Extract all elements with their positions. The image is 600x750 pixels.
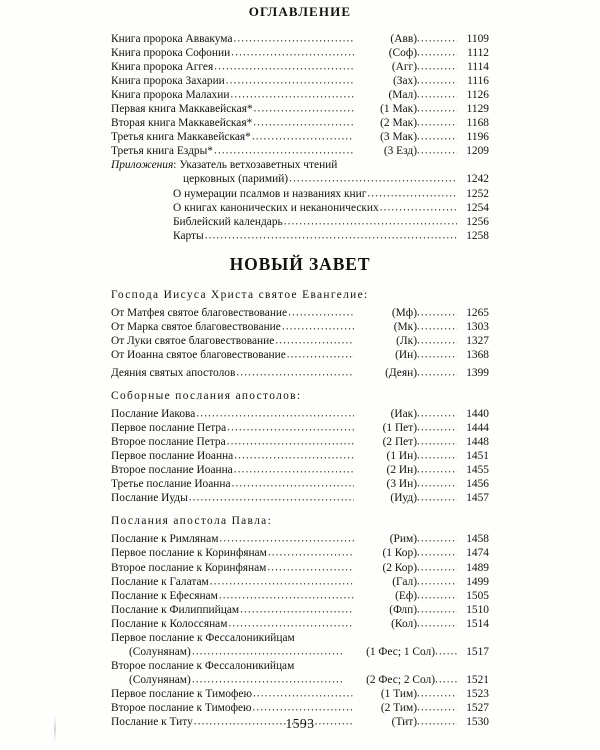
- dot-leader: [196, 407, 354, 421]
- toc-entry-abbreviation: (Зах): [392, 75, 417, 88]
- toc-entry-title: Послание к Титу: [111, 716, 193, 729]
- dot-leader: [284, 214, 457, 228]
- dot-leader: [205, 228, 457, 242]
- toc-entry-abbreviation: (Мф): [391, 306, 417, 319]
- dot-leader-secondary: [417, 305, 457, 319]
- toc-entry-abbreviation: (2 Мак): [380, 117, 417, 130]
- toc-entry-page-number: 1112: [467, 47, 489, 60]
- toc-entry-title: Третье послание Иоанна: [111, 478, 231, 491]
- toc-entry-title: Первое послание к Коринфянам: [111, 547, 267, 560]
- toc-entry-title: Книга пророка Аггея: [111, 61, 214, 74]
- dot-leader: [253, 116, 354, 130]
- dot-leader: [367, 186, 457, 200]
- dot-leader: [232, 477, 354, 491]
- toc-entry-title: Книга пророка Аввакума: [111, 33, 233, 45]
- dot-leader-secondary: [417, 60, 457, 74]
- toc-entry-abbreviation: (Лк): [396, 334, 417, 347]
- toc-entry-abbreviation: (Мк): [393, 320, 417, 333]
- toc-entry-page-number: 1126: [466, 89, 489, 102]
- toc-entry-page-number: 1474: [466, 547, 489, 560]
- toc-entry-abbreviation: (1 Тим): [380, 687, 417, 700]
- dot-leader: [210, 574, 354, 588]
- toc-entry-row[interactable]: [111, 229, 489, 243]
- dot-leader-secondary: [417, 32, 457, 46]
- toc-entry-title: От Матфея святое благовествование: [111, 306, 288, 319]
- toc-entry-title: Книга пророка Малахии: [111, 89, 230, 102]
- dot-leader-secondary: [417, 74, 457, 88]
- toc-entry-title: О книгах канонических и неканонических: [173, 201, 379, 214]
- toc-entry-title: Послание к Римлянам: [111, 533, 219, 546]
- toc-entry-page-number: 1489: [466, 561, 489, 574]
- toc-entry-row[interactable]: [111, 60, 489, 74]
- dot-leader: [214, 144, 354, 158]
- dot-leader: [253, 686, 354, 700]
- dot-leader: [219, 588, 354, 602]
- toc-entry-page-number: 1109: [466, 33, 489, 45]
- toc-entry-title: От Марка святое благовествование: [111, 320, 281, 333]
- dot-leader: [282, 319, 354, 333]
- toc-entry-row[interactable]: [111, 631, 489, 645]
- toc-entry-page-number: 1440: [466, 408, 489, 421]
- dot-leader: [192, 644, 342, 658]
- dot-leader: [240, 602, 354, 616]
- toc-entry-row[interactable]: [111, 215, 489, 229]
- dot-leader-secondary: [417, 560, 457, 574]
- toc-entry-page-number: 1530: [466, 716, 489, 729]
- dot-leader-secondary: [435, 672, 457, 686]
- dot-leader: [228, 616, 354, 630]
- toc-entry-row[interactable]: [111, 659, 489, 673]
- toc-entry-page-number: 1258: [466, 229, 489, 242]
- toc-entry-title: Второе послание Петра: [111, 436, 226, 449]
- catholic-epistles-entry-list: [111, 407, 489, 505]
- toc-entry-row[interactable]: [111, 435, 489, 449]
- toc-entry-title: Библейский календарь: [173, 215, 283, 228]
- dot-leader-secondary: [417, 116, 457, 130]
- toc-entry-page-number: 1209: [466, 145, 489, 158]
- toc-entry-row[interactable]: [111, 74, 489, 88]
- toc-entry-page-number: 1499: [466, 575, 489, 588]
- toc-entry-abbreviation: (Деян): [385, 366, 417, 379]
- toc-entry-title: Первое послание Петра: [111, 422, 227, 435]
- toc-entry-row[interactable]: [111, 463, 489, 477]
- dot-leader-secondary: [417, 532, 457, 546]
- toc-entry-row[interactable]: [111, 421, 489, 435]
- pauline-two-line-entry-list: [111, 631, 489, 687]
- toc-entry-page-number: 1505: [466, 589, 489, 602]
- dot-leader-secondary: [417, 700, 457, 714]
- toc-entry-abbreviation: (Флп): [389, 603, 417, 616]
- toc-entry-title: Первое послание к Фессалоникийцам: [111, 631, 295, 644]
- toc-entry-row[interactable]: [111, 561, 489, 575]
- dot-leader-secondary: [417, 144, 457, 158]
- dot-leader: [268, 546, 354, 560]
- toc-entry-abbreviation: (2 Ин): [386, 464, 417, 477]
- dot-leader: [219, 532, 354, 546]
- toc-entry-page-number: 1457: [466, 492, 489, 505]
- page-title: ОГЛАВЛЕНИЕ: [248, 4, 352, 19]
- toc-entry-title: Книга пророка Захарии: [111, 75, 225, 88]
- toc-entry-row[interactable]: [111, 320, 489, 334]
- appendix-entry-list: [111, 172, 489, 242]
- dot-leader-secondary: [417, 130, 457, 144]
- toc-entry-title: церковных (паримий): [183, 173, 289, 186]
- toc-entry-page-number: 1368: [466, 348, 489, 361]
- dot-leader: [287, 347, 354, 361]
- dot-leader-secondary: [417, 546, 457, 560]
- appendix-first-line: Указатель ветхозаветных чтений: [179, 159, 338, 172]
- toc-entry-abbreviation: (1 Кор): [382, 547, 417, 560]
- toc-entry-title: (Солунянам): [129, 673, 191, 686]
- toc-entry-row[interactable]: [111, 334, 489, 348]
- toc-entry-title: Третья книга Маккавейская*: [111, 131, 251, 144]
- toc-entry-title: Книга пророка Софонии: [111, 47, 231, 60]
- toc-entry-abbreviation: (Ин): [395, 348, 417, 361]
- old-testament-tail-section: [111, 32, 489, 243]
- toc-entry-page-number: 1256: [466, 215, 489, 228]
- dot-leader-secondary: [417, 449, 457, 463]
- toc-entry-title: От Иоанна святое благовествование: [111, 348, 286, 361]
- dot-leader-secondary: [417, 365, 457, 379]
- dot-leader-secondary: [435, 644, 457, 658]
- toc-entry-title: Первая книга Маккавейская*: [111, 103, 253, 116]
- appendix-heading: [111, 158, 489, 172]
- toc-entry-page-number: 1254: [466, 201, 489, 214]
- toc-entry-title: Послание к Ефесянам: [111, 589, 218, 602]
- toc-entry-page-number: 1444: [466, 422, 489, 435]
- toc-entry-abbreviation: (Соф): [388, 47, 417, 60]
- dot-leader-secondary: [417, 686, 457, 700]
- toc-entry-abbreviation: (3 Ин): [386, 478, 417, 491]
- toc-entry-page-number: 1456: [466, 478, 489, 491]
- toc-entry-title: Первое послание к Тимофею: [111, 687, 252, 700]
- toc-entry-abbreviation: (2 Пет): [382, 436, 417, 449]
- dot-leader-secondary: [417, 102, 457, 116]
- toc-entry-abbreviation: (3 Мак): [380, 131, 417, 144]
- toc-entry-row[interactable]: [111, 32, 489, 46]
- dot-leader: [254, 102, 354, 116]
- toc-entry-row[interactable]: [111, 701, 489, 715]
- toc-entry-title: Второе послание к Фессалоникийцам: [111, 659, 295, 672]
- toc-entry-title: Послание Иуды: [111, 492, 188, 505]
- dot-leader: [231, 46, 354, 60]
- toc-entry-page-number: 1129: [466, 103, 489, 116]
- toc-entry-title: Послание к Галатам: [111, 575, 209, 588]
- toc-entry-page-number: 1455: [466, 464, 489, 477]
- toc-entry-row[interactable]: [111, 144, 489, 158]
- dot-leader: [253, 700, 354, 714]
- toc-entry-row[interactable]: [111, 130, 489, 144]
- toc-entry-row[interactable]: [111, 673, 489, 687]
- dot-leader: [380, 200, 457, 214]
- dot-leader: [227, 435, 354, 449]
- acts-entry-list: [111, 366, 489, 380]
- toc-entry-title: Послание к Филиппийцам: [111, 603, 240, 616]
- new-testament-title: НОВЫЙ ЗАВЕТ: [229, 253, 371, 274]
- toc-entry-title: Второе послание к Коринфянам: [111, 561, 267, 574]
- toc-entry-page-number: 1399: [466, 366, 489, 379]
- toc-entry-row[interactable]: [111, 603, 489, 617]
- dot-leader-secondary: [417, 435, 457, 449]
- dot-leader-secondary: [417, 477, 457, 491]
- dot-leader-secondary: [417, 602, 457, 616]
- appendix-label: Приложения: [111, 159, 174, 172]
- toc-entry-page-number: 1458: [466, 533, 489, 546]
- toc-entry-abbreviation: (3 Езд): [383, 145, 417, 158]
- toc-entry-row[interactable]: [111, 348, 489, 362]
- toc-entry-row[interactable]: [111, 449, 489, 463]
- pauline-epistles-entry-list: [111, 532, 489, 630]
- toc-entry-page-number: 1116: [467, 75, 489, 88]
- toc-entry-row[interactable]: [111, 617, 489, 631]
- toc-entry-abbreviation: (Еф): [395, 589, 417, 602]
- toc-entry-page-number: 1517: [466, 645, 489, 658]
- toc-entry-page-number: 1242: [466, 173, 489, 186]
- toc-entry-abbreviation: (Тит): [391, 716, 417, 729]
- dot-leader-secondary: [417, 616, 457, 630]
- dot-leader: [234, 449, 354, 463]
- dot-leader: [267, 560, 354, 574]
- toc-entry-title: Третья книга Ездры*: [111, 145, 213, 158]
- dot-leader-secondary: [417, 407, 457, 421]
- toc-entry-row[interactable]: [111, 306, 489, 320]
- toc-entry-page-number: 1114: [467, 61, 489, 74]
- dot-leader: [226, 74, 354, 88]
- toc-entry-abbreviation: (Иуд): [390, 492, 417, 505]
- dot-leader-secondary: [417, 588, 457, 602]
- toc-entry-row[interactable]: [111, 366, 489, 380]
- toc-entry-abbreviation: (1 Мак): [380, 103, 417, 116]
- toc-entry-row[interactable]: [111, 589, 489, 603]
- pauline-epistles-heading: Послания апостола Павла:: [111, 515, 273, 528]
- toc-entry-page-number: 1523: [466, 687, 489, 700]
- dot-leader: [227, 421, 354, 435]
- toc-entry-abbreviation: (Агг): [391, 61, 417, 74]
- old-testament-entry-list: [111, 32, 489, 158]
- toc-entry-page-number: 1514: [466, 617, 489, 630]
- dot-leader: [192, 672, 342, 686]
- toc-entry-row[interactable]: [111, 546, 489, 560]
- gospels-entry-list: [111, 306, 489, 362]
- toc-entry-abbreviation: (1 Ин): [386, 450, 417, 463]
- toc-entry-row[interactable]: [111, 102, 489, 116]
- toc-entry-page-number: 1196: [466, 131, 489, 144]
- dot-leader: [275, 333, 354, 347]
- dot-leader: [189, 491, 354, 505]
- dot-leader-secondary: [417, 319, 457, 333]
- toc-entry-title: Второе послание к Тимофею: [111, 701, 252, 714]
- toc-entry-page-number: 1303: [466, 320, 489, 333]
- toc-entry-page-number: 1168: [466, 117, 489, 130]
- dot-leader: [234, 463, 354, 477]
- dot-leader: [234, 32, 355, 46]
- toc-entry-page-number: 1521: [466, 673, 489, 686]
- toc-entry-title: Деяния святых апостолов: [111, 366, 236, 379]
- toc-entry-row[interactable]: [111, 645, 489, 659]
- toc-entry-title: Карты: [173, 229, 204, 242]
- dot-leader-secondary: [417, 421, 457, 435]
- toc-entry-title: Вторая книга Маккавейская*: [111, 117, 253, 130]
- dot-leader: [214, 60, 354, 74]
- catholic-epistles-heading: Соборные послания апостолов:: [111, 389, 302, 402]
- page-number: 1593: [285, 716, 315, 731]
- toc-entry-row[interactable]: [111, 116, 489, 130]
- toc-entry-title: Второе послание Иоанна: [111, 464, 233, 477]
- toc-entry-abbreviation: (2 Кор): [382, 561, 417, 574]
- dot-leader: [289, 172, 457, 186]
- toc-entry-abbreviation: (Авв): [390, 33, 417, 45]
- toc-entry-title: От Луки святое благовествование: [111, 334, 275, 347]
- dot-leader-secondary: [417, 88, 457, 102]
- toc-entry-row[interactable]: [111, 491, 489, 505]
- dot-leader-secondary: [417, 574, 457, 588]
- toc-entry-title: О нумерации псалмов и названиях книг: [173, 187, 367, 200]
- toc-entry-title: Послание к Колоссянам: [111, 617, 228, 630]
- toc-entry-title: (Солунянам): [129, 645, 191, 658]
- new-testament-section: [111, 288, 489, 729]
- toc-entry-page-number: 1265: [466, 306, 489, 319]
- toc-entry-row[interactable]: [111, 532, 489, 546]
- gospels-heading: Господа Иисуса Христа святое Евангелие:: [111, 288, 369, 301]
- toc-entry-page-number: 1252: [466, 187, 489, 200]
- dot-leader-secondary: [417, 46, 457, 60]
- toc-entry-abbreviation: (Гал): [392, 575, 417, 588]
- toc-entry-page-number: 1448: [466, 436, 489, 449]
- toc-entry-abbreviation: (2 Фес; 2 Сол): [366, 673, 435, 686]
- toc-entry-abbreviation: (1 Пет): [382, 422, 417, 435]
- dot-leader: [288, 305, 354, 319]
- toc-entry-row[interactable]: [111, 88, 489, 102]
- toc-entry-page-number: 1327: [466, 334, 489, 347]
- toc-entry-row[interactable]: [111, 407, 489, 421]
- toc-entry-abbreviation: (Мал): [388, 89, 417, 102]
- toc-entry-title: Послание Иакова: [111, 408, 196, 421]
- toc-entry-abbreviation: (2 Тим): [380, 701, 417, 714]
- dot-leader: [230, 88, 354, 102]
- toc-entry-title: Первое послание Иоанна: [111, 450, 234, 463]
- toc-entry-page-number: 1451: [466, 450, 489, 463]
- toc-entry-row[interactable]: [111, 46, 489, 60]
- toc-entry-row[interactable]: [111, 172, 489, 186]
- toc-entry-row[interactable]: [111, 575, 489, 589]
- toc-entry-row[interactable]: [111, 687, 489, 701]
- toc-entry-row[interactable]: [111, 187, 489, 201]
- dot-leader: [252, 130, 354, 144]
- dot-leader-secondary: [417, 333, 457, 347]
- dot-leader-secondary: [417, 491, 457, 505]
- appendix-colon: :: [173, 159, 177, 172]
- dot-leader: [236, 365, 354, 379]
- dot-leader-secondary: [417, 347, 457, 361]
- toc-entry-abbreviation: (1 Фес; 1 Сол): [366, 645, 435, 658]
- dot-leader-secondary: [417, 463, 457, 477]
- toc-entry-row[interactable]: [111, 201, 489, 215]
- toc-entry-page-number: 1527: [466, 701, 489, 714]
- toc-entry-abbreviation: (Иак): [390, 408, 417, 421]
- toc-entry-abbreviation: (Рим): [389, 533, 417, 546]
- toc-entry-abbreviation: (Кол): [391, 617, 417, 630]
- toc-entry-row[interactable]: [111, 477, 489, 491]
- toc-entry-page-number: 1510: [466, 603, 489, 616]
